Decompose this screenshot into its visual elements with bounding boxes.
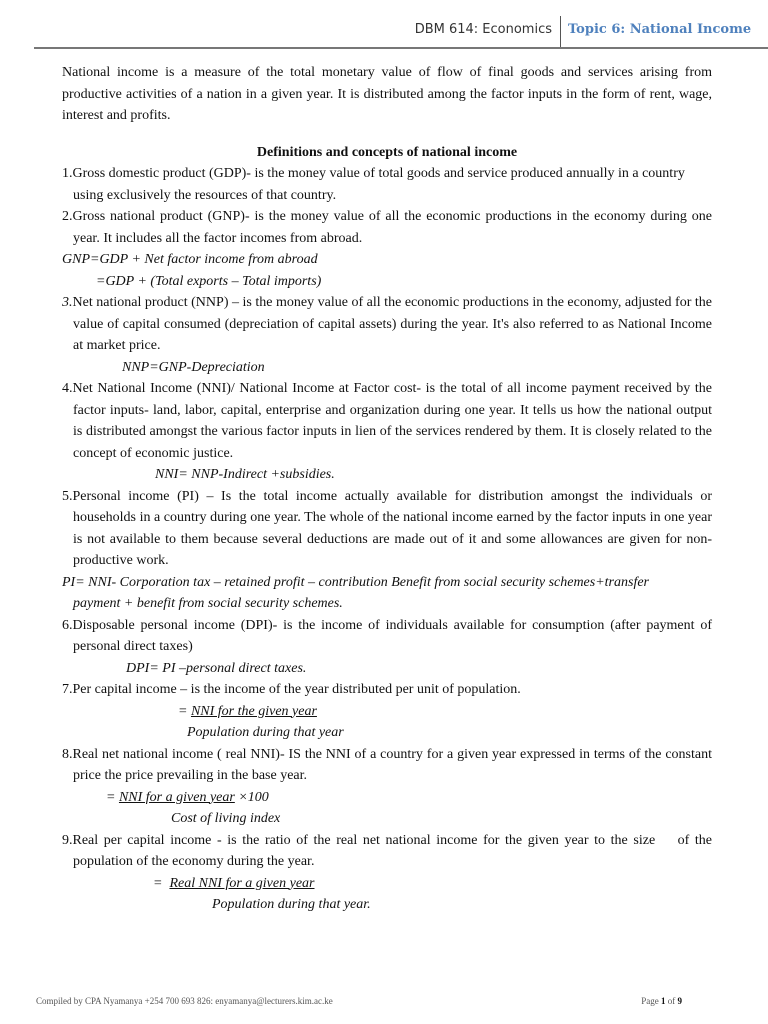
formula-per-capita-numerator-text: NNI for the given year bbox=[190, 703, 317, 719]
formula-pi-2: payment + benefit from social security schemes. bbox=[73, 596, 343, 611]
document-body bbox=[62, 62, 716, 916]
page-number bbox=[641, 996, 682, 1006]
header-rule bbox=[34, 47, 768, 49]
formula-per-capita-equals: = bbox=[178, 703, 191, 719]
definition-gdp: 1.Gross domestic product (GDP)- is the money value of total goods and service produced annually in a country using exclusively the resources of that country. bbox=[62, 166, 685, 203]
definition-per-capita-income: 7.Per capital income – is the income of the year distributed per unit of population. bbox=[62, 682, 521, 697]
definition-real-nni: 8.Real net national income ( real NNI)- IS the NNI of a country for a given year expressed in terms of the constant price the price prevailing in the base year. bbox=[62, 746, 712, 783]
footer-credit: Compiled by CPA Nyamanya +254 700 693 826: enyamanya@lecturers.kim.ac.ke bbox=[36, 996, 333, 1006]
definition-pi: 5.Personal income (PI) – Is the total income actually available for distribution amongst the individuals or households in a country during one year. The whole of the national income earned by the factor inputs in one year is not available to them because several deductions are made out of it and some allowances are given for non-productive work. bbox=[62, 488, 712, 568]
definition-real-per-capita-income: 9.Real per capital income - is the ratio of the real net national income for the given year to the size of the population of the economy during the year. bbox=[62, 832, 716, 869]
formula-per-capita-denominator: Population during that year bbox=[187, 725, 344, 740]
topic-title: Topic 6: National Income bbox=[568, 22, 752, 37]
formula-real-per-capita-equals: = bbox=[153, 875, 170, 891]
definition-gnp: 2.Gross national product (GNP)- is the money value of all the economic productions in the economy during one year. It includes all the factor incomes from abroad. bbox=[62, 209, 712, 246]
definition-nni: 4.Net National Income (NNI)/ National Income at Factor cost- is the total of all income payment received by the factor inputs- land, labor, capital, enterprise and organization during one year. It tells us how the national output is distributed amongst the various factor inputs in lien of the services rendered by them. It is closely related to the concept of economic justice. bbox=[62, 381, 712, 461]
course-title: DBM 614: Economics bbox=[414, 22, 552, 37]
formula-nni: NNI= NNP-Indirect +subsidies. bbox=[155, 467, 335, 482]
header-separator bbox=[560, 16, 561, 48]
definition-nnp-number: 3. bbox=[62, 295, 73, 310]
formula-real-nni-multiplier: ×100 bbox=[234, 789, 269, 805]
definition-dpi: 6.Disposable personal income (DPI)- is the income of individuals available for consumption (after payment of personal direct taxes) bbox=[62, 617, 712, 654]
page-of: of bbox=[665, 996, 678, 1006]
formula-gnp-1: GNP=GDP + Net factor income from abroad bbox=[62, 252, 318, 267]
formula-real-nni-equals: = bbox=[106, 789, 119, 805]
formula-real-per-capita-numerator bbox=[62, 873, 712, 895]
formula-nnp: NNP=GNP-Depreciation bbox=[122, 359, 265, 375]
formula-real-nni-numerator bbox=[62, 787, 712, 809]
page-label: Page bbox=[641, 996, 661, 1006]
formula-real-nni-denominator: Cost of living index bbox=[171, 811, 281, 826]
definition-nnp-text: Net national product (NNP) – is the money value of all the economic productions in the economy, adjusted for the value of capital consumed (depreciation of capital assets) during the year. It's also referred to as National Income at market price. bbox=[72, 295, 712, 353]
section-heading: Definitions and concepts of national income bbox=[256, 144, 518, 160]
intro-paragraph: National income is a measure of the total monetary value of flow of final goods and services arising from productive activities of a nation in a given year. It is distributed among the factor inputs in the form of rent, wage, interest and profits. bbox=[62, 65, 712, 123]
definition-nnp bbox=[62, 292, 712, 357]
formula-real-per-capita-numerator-text: Real NNI for a given year bbox=[169, 875, 315, 891]
formula-pi-1: PI= NNI- Corporation tax – retained profit – contribution Benefit from social security schemes+transfer bbox=[62, 574, 650, 590]
page-total: 9 bbox=[677, 996, 682, 1006]
formula-dpi: DPI= PI –personal direct taxes. bbox=[126, 660, 307, 676]
formula-real-per-capita-denominator: Population during that year. bbox=[212, 897, 371, 912]
formula-gnp-2: =GDP + (Total exports – Total imports) bbox=[96, 273, 322, 289]
formula-per-capita-numerator bbox=[62, 701, 712, 723]
page-header bbox=[0, 0, 768, 48]
formula-real-nni-numerator-text: NNI for a given year bbox=[118, 789, 235, 805]
page-current: 1 bbox=[661, 996, 666, 1006]
